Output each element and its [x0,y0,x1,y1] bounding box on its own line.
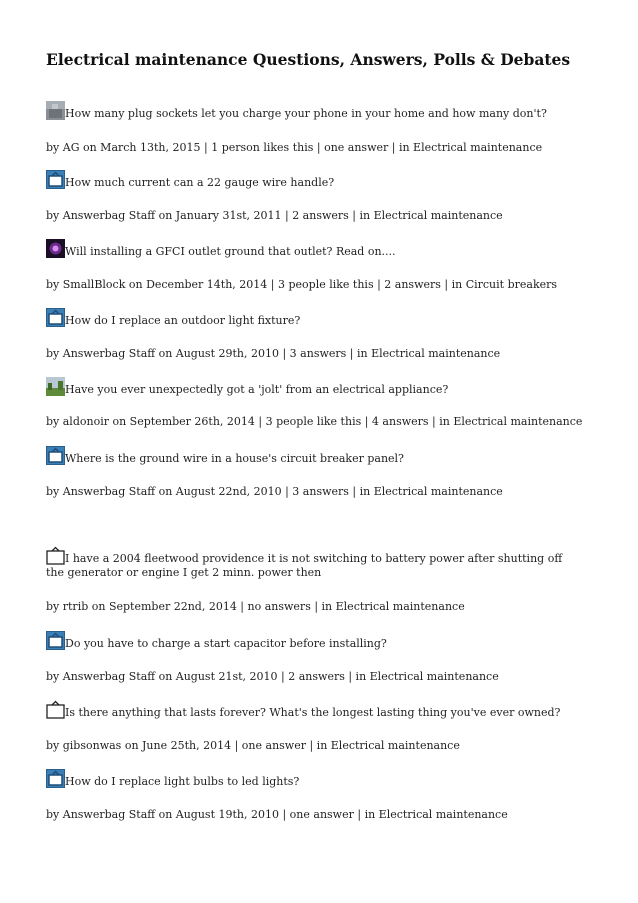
question-link[interactable]: Do you have to charge a start capacitor before installing? [65,637,387,650]
list-item [46,101,596,121]
question-meta: by Answerbag Staff on August 19th, 2010 | one answer | in Electrical maintenance [46,808,508,821]
answerbag-staff-icon [46,170,65,189]
list-item [46,308,596,328]
list-item [46,377,596,397]
list-item [46,700,596,720]
list-item [46,631,596,651]
answerbag-staff-icon [46,631,65,650]
page-title: Electrical maintenance Questions, Answers, Polls & Debates [46,50,571,69]
question-meta: by SmallBlock on December 14th, 2014 | 3 people like this | 2 answers | in Circuit breakers [46,278,558,291]
answerbag-staff-icon [46,308,65,327]
question-meta: by AG on March 13th, 2015 | 1 person likes this | one answer | in Electrical maintenance [46,141,543,154]
question-meta: by Answerbag Staff on January 31st, 2011 | 2 answers | in Electrical maintenance [46,209,503,222]
question-meta: by gibsonwas on June 25th, 2014 | one answer | in Electrical maintenance [46,739,460,752]
landscape-photo-icon [46,377,65,396]
question-link[interactable]: Where is the ground wire in a house's circuit breaker panel? [65,452,404,465]
question-meta: by aldonoir on September 26th, 2014 | 3 people like this | 4 answers | in Electrical maintenance [46,415,583,428]
list-item [46,170,596,190]
question-meta: by Answerbag Staff on August 22nd, 2010 | 3 answers | in Electrical maintenance [46,485,503,498]
question-link[interactable]: How much current can a 22 gauge wire handle? [65,176,335,189]
question-link[interactable]: How many plug sockets let you charge your phone in your home and how many don't? [65,107,547,120]
question-link[interactable]: How do I replace an outdoor light fixture? [65,314,301,327]
question-link[interactable]: Will installing a GFCI outlet ground that outlet? Read on.... [65,245,396,258]
list-item [46,546,576,580]
answerbag-staff-icon [46,769,65,788]
question-link[interactable]: I have a 2004 fleetwood providence it is not switching to battery power after shutting off the generator or engine I get 2 minn. power then [46,552,563,579]
default-user-icon [46,546,65,565]
default-user-icon [46,700,65,719]
answerbag-staff-icon [46,446,65,465]
question-link[interactable]: Have you ever unexpectedly got a 'jolt' from an electrical appliance? [65,383,449,396]
list-item [46,446,596,466]
question-meta: by Answerbag Staff on August 29th, 2010 | 3 answers | in Electrical maintenance [46,347,501,360]
question-meta: by Answerbag Staff on August 21st, 2010 | 2 answers | in Electrical maintenance [46,670,499,683]
question-link[interactable]: How do I replace light bulbs to led lights? [65,775,300,788]
question-link[interactable]: Is there anything that lasts forever? What's the longest lasting thing you've ever owned? [65,706,561,719]
purple-light-icon [46,239,65,258]
photo-gray-icon [46,101,65,120]
question-meta: by rtrib on September 22nd, 2014 | no answers | in Electrical maintenance [46,600,465,613]
list-item [46,769,596,789]
list-item [46,239,596,259]
